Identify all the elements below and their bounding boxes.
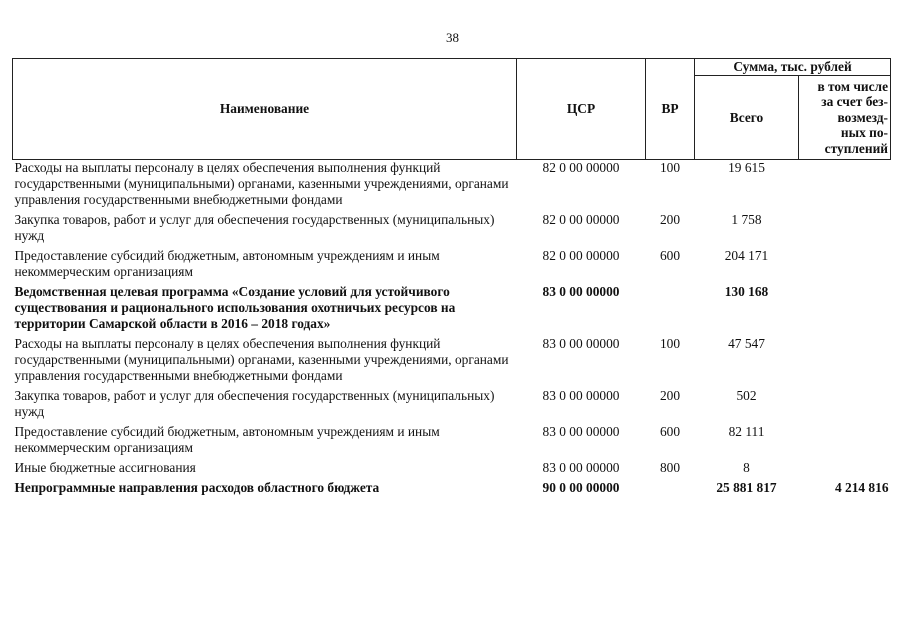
row-name: Ведомственная целевая программа «Создание условий для устойчивого существования и рационального использования охотничьих ресурсов на территории Самарской области в 2016 – 2018 годах» [14, 284, 456, 331]
row-csr: 82 0 00 00000 [542, 160, 620, 175]
row-vr [646, 284, 695, 336]
row-csr: 83 0 00 00000 [542, 388, 620, 403]
header-vr: ВР [646, 59, 695, 160]
table-row [13, 388, 891, 424]
header-grants: в том числе за счет без- возмезд- ных по- ступлений [799, 76, 891, 160]
row-csr: 82 0 00 00000 [542, 212, 620, 227]
row-name: Расходы на выплаты персоналу в целях обеспечения выполнения функций государственными (муниципальными) органами, казенными учреждениями, органами управления государственными внебюджетными фондами [14, 160, 509, 207]
row-vr: 800 [659, 460, 681, 475]
table-row [13, 480, 891, 500]
table-row [13, 424, 891, 460]
row-vr: 200 [659, 388, 681, 403]
row-grants [799, 160, 891, 213]
table-row [13, 212, 891, 248]
row-vr: 100 [659, 336, 681, 351]
row-total: 82 111 [728, 424, 765, 439]
row-name: Иные бюджетные ассигнования [14, 460, 196, 475]
row-total: 130 168 [724, 284, 769, 299]
table-header [13, 59, 891, 160]
row-name: Непрограммные направления расходов областного бюджета [14, 480, 380, 495]
row-total: 204 171 [724, 248, 769, 263]
table-body [13, 160, 891, 501]
row-total: 19 615 [728, 160, 765, 175]
row-grants [799, 248, 891, 284]
row-vr: 100 [659, 160, 681, 175]
header-total: Всего [695, 76, 799, 160]
row-vr: 200 [659, 212, 681, 227]
table-row [13, 160, 891, 213]
row-name: Расходы на выплаты персоналу в целях обеспечения выполнения функций государственными (муниципальными) органами, казенными учреждениями, органами управления государственными внебюджетными фондами [14, 336, 509, 383]
table-row [13, 336, 891, 388]
row-name: Закупка товаров, работ и услуг для обеспечения государственных (муниципальных) нужд [14, 212, 495, 243]
row-vr [646, 480, 695, 500]
row-grants [799, 424, 891, 460]
row-grants [799, 212, 891, 248]
row-total: 502 [736, 388, 757, 403]
row-grants [799, 388, 891, 424]
row-name: Предоставление субсидий бюджетным, автономным учреждениям и иным некоммерческим организациям [14, 424, 440, 455]
row-vr: 600 [659, 424, 681, 439]
row-grants [799, 460, 891, 480]
page-number: 38 [446, 30, 459, 45]
row-csr: 82 0 00 00000 [542, 248, 620, 263]
row-total: 25 881 817 [716, 480, 777, 495]
table-row [13, 460, 891, 480]
row-csr: 83 0 00 00000 [542, 424, 620, 439]
row-total: 47 547 [728, 336, 765, 351]
budget-table [12, 58, 891, 500]
row-csr: 83 0 00 00000 [542, 336, 620, 351]
row-grants [799, 336, 891, 388]
row-total: 1 758 [731, 212, 762, 227]
row-grants: 4 214 816 [834, 480, 889, 495]
row-grants [799, 284, 891, 336]
row-vr: 600 [659, 248, 681, 263]
row-csr: 83 0 00 00000 [542, 460, 620, 475]
row-csr: 90 0 00 00000 [542, 480, 620, 495]
table-row [13, 248, 891, 284]
row-name: Закупка товаров, работ и услуг для обеспечения государственных (муниципальных) нужд [14, 388, 495, 419]
row-total: 8 [743, 460, 750, 475]
table-row [13, 284, 891, 336]
header-sum: Сумма, тыс. рублей [695, 59, 891, 76]
row-name: Предоставление субсидий бюджетным, автономным учреждениям и иным некоммерческим организациям [14, 248, 440, 279]
header-name: Наименование [13, 59, 517, 160]
header-csr: ЦСР [517, 59, 646, 160]
row-csr: 83 0 00 00000 [542, 284, 620, 299]
